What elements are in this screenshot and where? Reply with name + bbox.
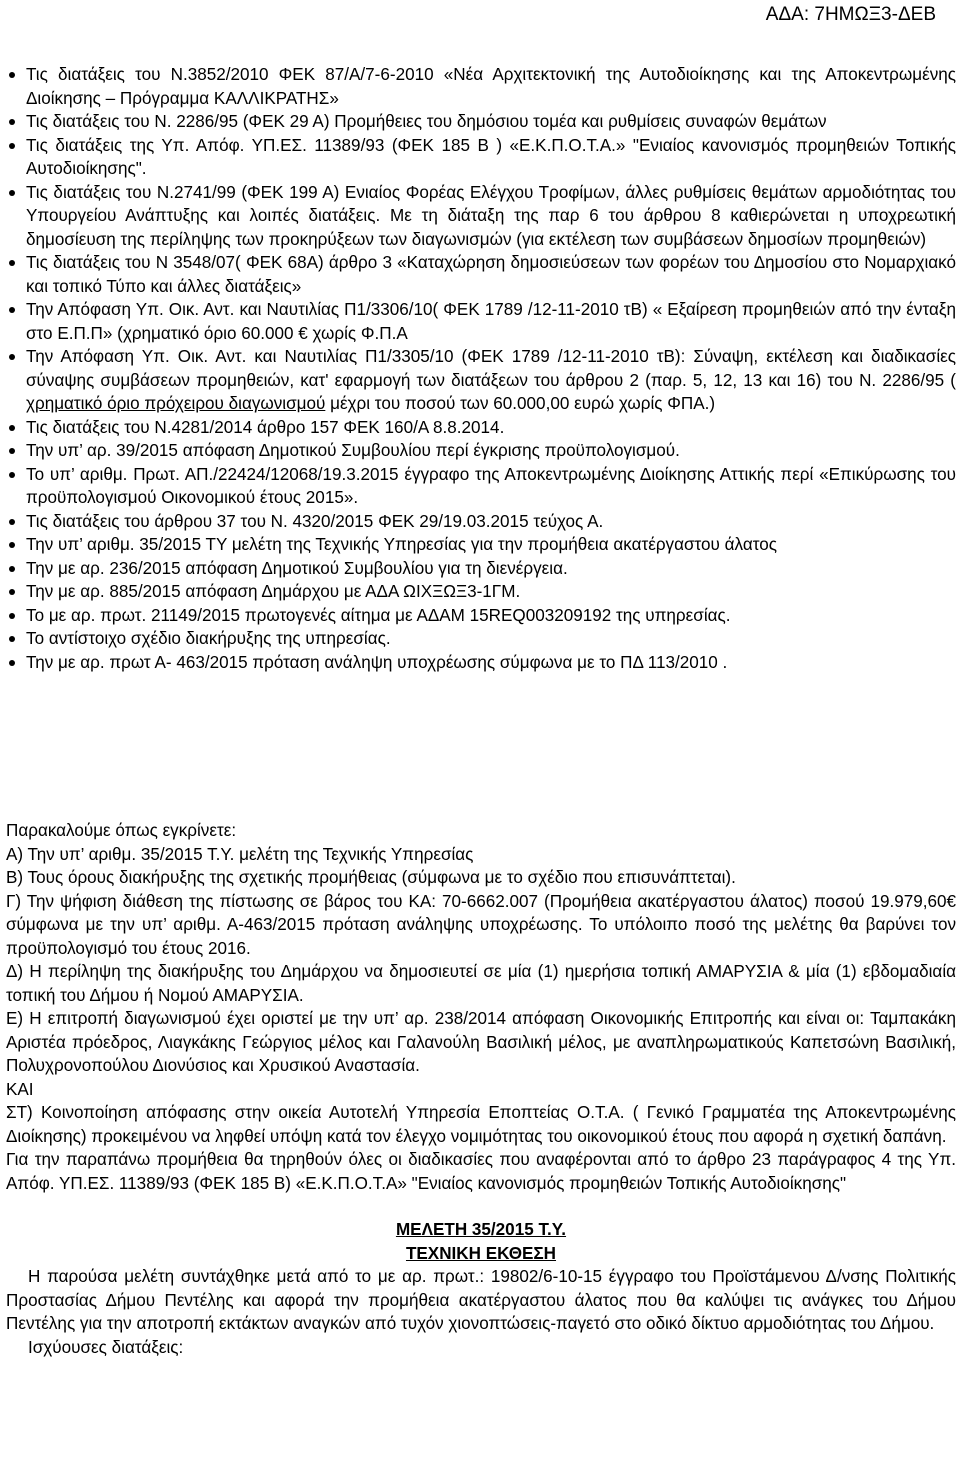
list-item: Την υπ’ αριθμ. 35/2015 ΤΥ μελέτη της Τεχνικής Υπηρεσίας για την προμήθεια ακατέργαστου άλατος [6,533,956,557]
item-st: ΣΤ) Κοινοποίηση απόφασης στην οικεία Αυτοτελή Υπηρεσία Εποπτείας Ο.Τ.Α. ( Γενικό Γραμματέα της Αποκεντρωμένης Διοίκησης) προκειμένου να ληφθεί υπόψη κατά τον έλεγχο νομιμότητας του οικονομικού έτους που αφορά η σχετική δαπάνη. [6,1103,956,1146]
decision-body [6,819,956,1359]
list-item: Την με αρ. 236/2015 απόφαση Δημοτικού Συμβουλίου για τη διενέργεια. [6,557,956,581]
list-item-text: Την Απόφαση Υπ. Οικ. Αντ. και Ναυτιλίας Π1/3305/10 (ΦΕΚ 1789 /12-11-2010 τΒ): Σύναψη, εκτέλεση και διαδικασίες σύναψης συμβάσεων προμηθειών, κατ' εφαρμογή των διατάξεων του άρθρου 2 (παρ. 5, 12, 13 και 16) του Ν. 2286/95 ( [26,347,956,390]
report-paragraph: Η παρούσα μελέτη συντάχθηκε μετά από το με αρ. πρωτ.: 19802/6-10-15 έγγραφο του Προϊστάμενου Δ/νσης Πολιτικής Προστασίας Δήμου Πεντέλης και αφορά την προμήθεια ακατέργαστου άλατος που θα καλύψει τις ανάγκες του Δήμου Πεντέλης για την αποτροπή εκτάκτων αναγκών από τυχόν χιονοπτώσεις-παγετό στο οδικό δίκτυο αρμοδιότητας του Δήμου. [6,1267,956,1333]
list-item: Τις διατάξεις της Υπ. Απόφ. ΥΠ.ΕΣ. 11389/93 (ΦΕΚ 185 Β ) «Ε.Κ.Π.Ο.Τ.Α.» "Ενιαίος κανονισμός προμηθειών Τοπικής Αυτοδιοίκησης". [6,134,956,181]
list-item: Την με αρ. πρωτ Α- 463/2015 πρόταση ανάληψη υποχρέωσης σύμφωνα με το ΠΔ 113/2010 . [6,651,956,675]
list-item: Την Απόφαση Υπ. Οικ. Αντ. και Ναυτιλίας Π1/3306/10( ΦΕΚ 1789 /12-11-2010 τΒ) « Εξαίρεση προμηθειών από την ένταξη στο Ε.Π.Π» (χρηματικό όριο 60.000 € χωρίς Φ.Π.Α [6,298,956,345]
item-e: Ε) Η επιτροπή διαγωνισμού έχει οριστεί με την υπ’ αρ. 238/2014 απόφαση Οικονομικής Επιτροπής και είναι οι: Ταμπακάκη Αριστέα πρόεδρος, Λιαγκάκης Γεώργιος μέλος και Γαλανούλη Βασιλική μέλος, με αναπληρωματικούς Καπετσώνη Βασιλική, Πολυχρονοπούλου Διονύσιος και Χρυσικού Αναστασία. [6,1009,956,1075]
list-item: Το υπ’ αριθμ. Πρωτ. ΑΠ./22424/12068/19.3.2015 έγγραφο της Αποκεντρωμένης Διοίκησης Αττικής περί «Επικύρωσης του προϋπολογισμού Οικονομικού έτους 2015». [6,463,956,510]
provisions-label: Ισχύουσες διατάξεις: [28,1337,184,1357]
list-item [6,345,956,416]
item-a: Α) Την υπ’ αριθμ. 35/2015 Τ.Υ. μελέτη της Τεχνικής Υπηρεσίας [6,844,474,864]
closing-paragraph: Για την παραπάνω προμήθεια θα τηρηθούν όλες οι διαδικασίες που αναφέρονται από το άρθρο 23 παράγραφος 4 της Υπ. Απόφ. ΥΠ.ΕΣ. 11389/93 (ΦΕΚ 185 Β) «Ε.Κ.Π.Ο.Τ.Α» "Ενιαίος κανονισμός προμηθειών Τοπικής Αυτοδιοίκησης" [6,1150,956,1193]
underlined-limit-text: χρηματικό όριο πρόχειρου διαγωνισμού [26,394,326,413]
list-item: Τις διατάξεις του Ν.3852/2010 ΦΕΚ 87/Α/7-6-2010 «Νέα Αρχιτεκτονική της Αυτοδιοίκησης και της Αποκεντρωμένης Διοίκησης – Πρόγραμμα ΚΑΛΛΙΚΡΑΤΗΣ» [6,63,956,110]
item-b: Β) Τους όρους διακήρυξης της σχετικής προμήθειας (σύμφωνα με το σχέδιο που επισυνάπτεται). [6,868,736,887]
list-item: Την με αρ. 885/2015 απόφαση Δημάρχου με ΑΔΑ ΩΙΧΞΩΞ3-1ΓΜ. [6,580,956,604]
ada-header: ΑΔΑ: 7ΗΜΩΞ3-ΔΕΒ [765,4,936,25]
item-c: Γ) Την ψήφιση διάθεση της πίστωσης σε βάρος του ΚΑ: 70-6662.007 (Προμήθεια ακατέργαστου άλατος) ποσού 19.979,60€ σύμφωνα με την υπ’ αριθμ. Α-463/2015 πρόταση ανάληψης υποχρέωσης. Το υπόλοιπο ποσό της μελέτης θα βαρύνει τον προϋπολογισμό του έτους 2016. [6,891,956,958]
list-item: Τις διατάξεις του Ν. 2286/95 (ΦΕΚ 29 Α) Προμήθειες του δημόσιου τομέα και ρυθμίσεις συναφών θεμάτων [6,110,956,134]
list-item: Τις διατάξεις του Ν.2741/99 (ΦΕΚ 199 Α) Ενιαίος Φορέας Ελέγχου Τροφίμων, άλλες ρυθμίσεις θεμάτων αρμοδιότητας του Υπουργείου Ανάπτυξης και λοιπές διατάξεις. Με τη διάταξη της παρ 6 του άρθρου 8 καθιερώνεται η υποχρεωτική δημοσίευση της περίληψης των προκηρύξεων των διαγωνισμών (για εκτέλεση των συμβάσεων δημοσίων προμηθειών) [6,181,956,252]
list-item: Τις διατάξεις του άρθρου 37 του Ν. 4320/2015 ΦΕΚ 29/19.03.2015 τεύχος Α. [6,510,956,534]
list-item: Τις διατάξεις του Ν 3548/07( ΦΕΚ 68Α) άρθρο 3 «Καταχώρηση δημοσιεύσεων των φορέων του Δημοσίου στο Νομαρχιακό και τοπικό Τύπο και άλλες διατάξεις» [6,251,956,298]
report-title: ΤΕΧΝΙΚΗ ΕΚΘΕΣΗ [405,1243,557,1263]
item-d: Δ) Η περίληψη της διακήρυξης του Δημάρχου να δημοσιευτεί σε μία (1) ημερήσια τοπική ΑΜΑΡΥΣΙΑ & μία (1) εβδομαδιαία τοπική του Δήμου ή Νομού ΑΜΑΡΥΣΙΑ. [6,962,956,1005]
kai-line: ΚΑΙ [6,1079,34,1099]
intro-paragraph: Παρακαλούμε όπως εγκρίνετε: [6,821,237,840]
study-title: ΜΕΛΕΤΗ 35/2015 Τ.Υ. [395,1220,567,1239]
list-item-text: μέχρι του ποσού των 60.000,00 ευρώ χωρίς ΦΠΑ.) [325,394,716,413]
list-item: Τις διατάξεις του Ν.4281/2014 άρθρο 157 ΦΕΚ 160/Α 8.8.2014. [6,416,956,440]
list-item: Το με αρ. πρωτ. 21149/2015 πρωτογενές αίτημα με ΑΔΑΜ 15REQ003209192 της υπηρεσίας. [6,604,956,628]
list-item: Την υπ’ αρ. 39/2015 απόφαση Δημοτικού Συμβουλίου περί έγκρισης προϋπολογισμού. [6,439,956,463]
legal-basis-list [6,63,956,674]
list-item: Το αντίστοιχο σχέδιο διακήρυξης της υπηρεσίας. [6,627,956,651]
